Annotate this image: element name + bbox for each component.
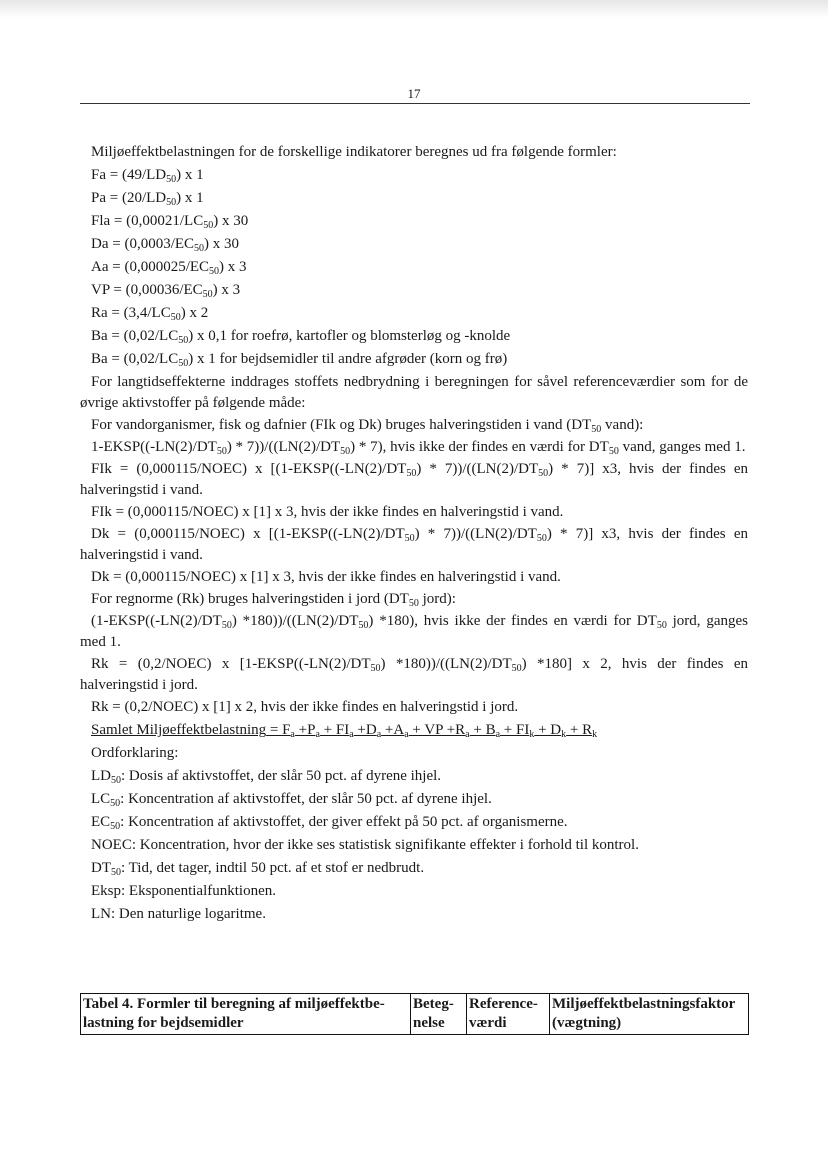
header-betegnelse: Beteg-nelse xyxy=(411,994,467,1035)
glossary-item: $EC_{50}$: Koncentration af aktivstoffet, der giver effekt på 50 pct. af organismerne. xyxy=(91,814,568,832)
glossary-item: LN: Den naturlige logaritme. xyxy=(91,906,266,922)
fik-formula-with-halflife: FIk = (0,000115/NOEC) x $[(1-EKSP((-LN(2)/DT_{50}) * 7))/((LN(2)/DT_{50}) * 7)]$ x3, hvis der findes en halveringstid i vand. xyxy=(80,461,748,498)
formula-line: $Pa = (20/LD_{50})$ x 1 xyxy=(91,190,204,208)
total-formula: Samlet Miljøeffektbelastning = $F_a +P_a + FI_a +D_a +A_a$ + VP $+R_a + B_a + FI_k + D_k + R_k$ xyxy=(91,722,598,740)
glossary-title: Ordforklaring: xyxy=(91,745,179,761)
intro-text: Miljøeffektbelastningen for de forskellige indikatorer beregnes ud fra følgende formler: xyxy=(91,144,617,160)
header-miljoeffekt-faktor: Miljøeffektbelastningsfaktor (vægtning) xyxy=(550,994,749,1035)
soil-formula: ($1-EKSP((-LN(2)/DT_{50})$ $*180))/((LN(2)/DT_{50})$ *180), hvis ikke der findes en værdi for $DT_{50}$ jord, ganges med 1. xyxy=(80,613,748,650)
scan-edge xyxy=(0,0,828,18)
glossary-list xyxy=(80,765,748,926)
formula-list xyxy=(80,164,748,371)
soil-intro: For regnorme (Rk) bruges halveringstiden i jord ($DT_{50}$ jord): xyxy=(91,591,456,609)
dk-formula-with-halflife: Dk = (0,000115/NOEC) x $[(1-EKSP((-LN(2)/DT_{50}) * 7))/((LN(2)/DT_{50}) * 7)]$ x3, hvis der findes en halveringstid i vand. xyxy=(80,526,748,563)
formula-line: $Fa = (49/LD_{50})$ x 1 xyxy=(91,167,204,185)
water-formula: $1-EKSP((-LN(2)/DT_{50}) * 7))/((LN(2)/DT_{50}) * 7)$, hvis ikke der findes en værdi for $DT_{50}$ vand, ganges med 1. xyxy=(91,439,746,457)
formula-line: $Aa = (0,000025/EC_{50})$ x 3 xyxy=(91,259,247,277)
table-4 xyxy=(80,993,749,1035)
rk-formula-with-halflife: Rk = (0,2/NOEC) x [$1-EKSP((-LN(2)/DT_{50})$ $*180))/((LN(2)/DT_{50})$ *180] x 2, hvis der findes en halveringstid i jord. xyxy=(80,656,748,693)
table-caption-cell: Tabel 4. Formler til beregning af miljøeffektbe-lastning for bejdsemidler xyxy=(81,994,411,1035)
water-intro: For vandorganismer, fisk og dafnier (FIk og Dk) bruges halveringstiden i vand ($DT_{50}$ vand): xyxy=(91,417,644,435)
longterm-paragraph: For langtidseffekterne inddrages stoffets nedbrydning i beregningen for såvel referenceværdier som for de øvrige aktivstoffer på følgende måde: xyxy=(80,374,748,411)
document-body xyxy=(80,141,748,926)
formula-line: Fla = $(0,00021/LC_{50})$ x 30 xyxy=(91,213,249,231)
rk-formula-without-halflife: Rk = (0,2/NOEC) x [1] x 2, hvis der ikke findes en halveringstid i jord. xyxy=(91,699,519,715)
header-rule xyxy=(80,103,750,104)
glossary-item: Eksp: Eksponentialfunktionen. xyxy=(91,883,276,899)
formula-line: $Ra = (3,4/LC_{50})$ x 2 xyxy=(91,305,209,323)
table-header-row xyxy=(81,994,749,1035)
dk-formula-without-halflife: Dk = (0,000115/NOEC) x [1] x 3, hvis der ikke findes en halveringstid i vand. xyxy=(91,569,561,585)
formula-line: VP = $(0,00036/EC_{50})$ x 3 xyxy=(91,282,241,300)
glossary-item: NOEC: Koncentration, hvor der ikke ses statistisk signifikante effekter i forhold til kontrol. xyxy=(91,837,639,853)
glossary-item: $LD_{50}$: Dosis af aktivstoffet, der slår 50 pct. af dyrene ihjel. xyxy=(91,768,442,786)
formula-line: $Ba = (0,02/LC_{50})$ x 1 for bejdsemidler til andre afgrøder (korn og frø) xyxy=(91,351,508,369)
page-number: 17 xyxy=(407,86,421,101)
glossary-item: $DT_{50}$: Tid, det tager, indtil 50 pct. af et stof er nedbrudt. xyxy=(91,860,425,878)
formula-line: $Da = (0,0003/EC_{50})$ x 30 xyxy=(91,236,240,254)
glossary-item: $LC_{50}$: Koncentration af aktivstoffet, der slår 50 pct. af dyrene ihjel. xyxy=(91,791,492,809)
header-referencevaerdi: Reference-værdi xyxy=(467,994,550,1035)
fik-formula-without-halflife: FIk = (0,000115/NOEC) x [1] x 3, hvis der ikke findes en halveringstid i vand. xyxy=(91,504,564,520)
formula-line: $Ba = (0,02/LC_{50})$ x 0,1 for roefrø, kartofler og blomsterløg og -knolde xyxy=(91,328,511,346)
